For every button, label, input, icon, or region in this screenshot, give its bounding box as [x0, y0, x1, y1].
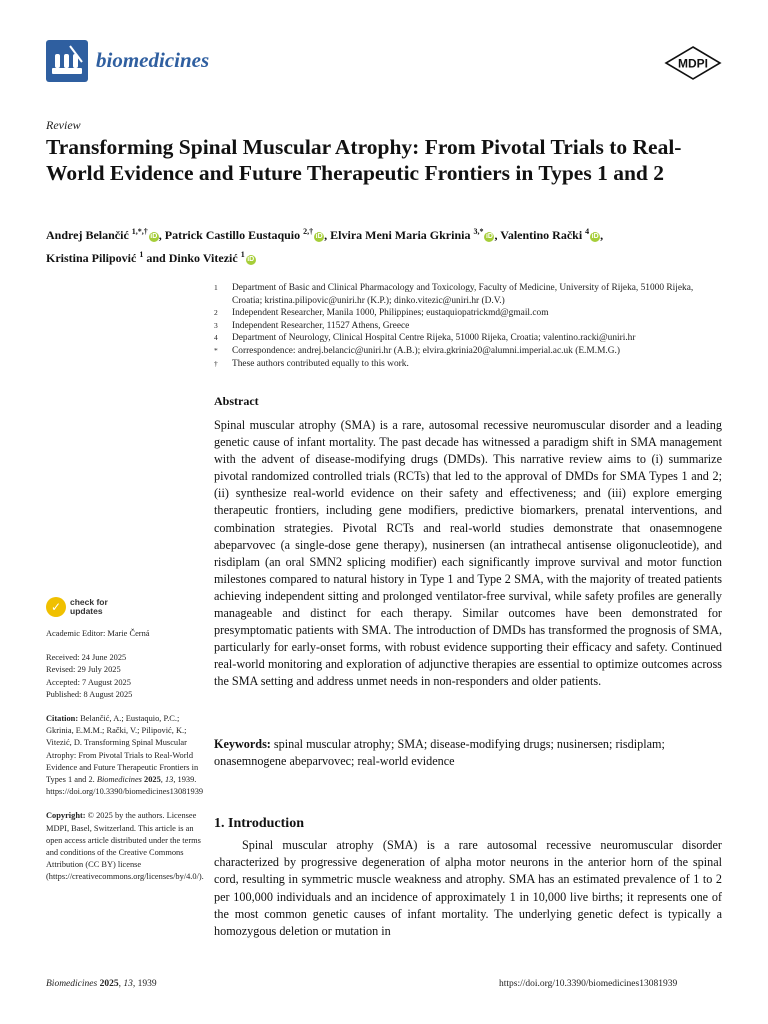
date-revised: Revised: 29 July 2025 — [46, 665, 121, 675]
journal-logo-icon — [46, 40, 88, 82]
introduction-text: Spinal muscular atrophy (SMA) is a rare autosomal recessive neuromuscular disorder characterized by progressive degeneration of alpha motor neurons in the anterior horn of the spinal cord, resulting in symmetric muscle weakness and atrophy. SMA has an estimated prevalence of 1 to 2 per 100,000 individuals and an incidence of approximately 1 in 10,000 live births; it represents one of the most common genetic causes of infant mortality. The underlying genetic defect is typically a homozygous deletion or mutation in — [214, 838, 722, 939]
orcid-icon[interactable]: iD — [315, 233, 323, 240]
check-icon: ✓ — [46, 597, 66, 617]
citation-volume: 13 — [164, 775, 174, 785]
citation-label: Citation: — [46, 714, 79, 724]
section-heading-introduction: 1. Introduction — [214, 816, 304, 831]
orcid-icon[interactable]: iD — [150, 233, 158, 240]
academic-editor: Academic Editor: Marie Černá — [46, 629, 150, 638]
author-list: Andrej Belančić $^{1,*,\dagger}$iD , Patrick Castillo Eustaquio $^{2,\dagger}$iD , Elvira Meni Maria Gkrinia $^{3,*}$iD , Valentino Rački $^4$iD , Kristina Pilipović $^1$ and Dinko Vitezić $^1$iD — [46, 227, 604, 265]
mdpi-logo[interactable] — [664, 46, 722, 80]
orcid-icon[interactable]: iD — [591, 233, 599, 240]
affiliation-item: 1 Department of Basic and Clinical Pharmacology and Toxicology, Faculty of Medicine, University of Rijeka, 51000 Rijeka, Croatia; kristina.pilipovic@uniri.hr (K.P.); dinko.vitezic@uniri.hr (D.V.) — [214, 283, 694, 306]
footer-doi-link[interactable]: https://doi.org/10.3390/biomedicines13081939 — [499, 979, 678, 989]
publisher-name: MDPI — [678, 56, 708, 71]
article-title: Transforming Spinal Muscular Atrophy: From Pivotal Trials to Real-World Evidence and Future Therapeutic Frontiers in Types 1 and 2 — [46, 135, 682, 185]
article-sidebar — [46, 628, 204, 896]
author[interactable]: Elvira Meni Maria Gkrinia $^{3,*}$iD — [330, 227, 493, 242]
author[interactable]: Dinko Vitezić $^1$iD — [168, 250, 255, 265]
author[interactable]: Kristina Pilipović $^1$ — [46, 250, 144, 265]
orcid-icon[interactable]: iD — [247, 256, 255, 263]
affiliations — [214, 282, 724, 370]
date-received: Received: 24 June 2025 — [46, 653, 127, 663]
citation-doi[interactable]: , 1939. https://doi.org/10.3390/biomedicines13081939 — [46, 775, 204, 797]
citation-year: 2025 — [144, 775, 161, 785]
check-for-updates-button[interactable] — [46, 597, 166, 621]
check-updates-line1: check for — [70, 597, 108, 607]
footer-citation: Biomedicines 2025, 13, 1939 — [46, 979, 157, 989]
keywords — [214, 736, 722, 770]
journal-name[interactable]: biomedicines — [96, 48, 210, 72]
affiliation-item: 4 Department of Neurology, Clinical Hospital Centre Rijeka, 51000 Rijeka, Croatia; valentino.racki@uniri.hr — [214, 333, 636, 344]
citation-text: Belančić, A.; Eustaquio, P.C.; Gkrinia, E.M.M.; Rački, V.; Pilipović, K.; Vitezić, D. Transforming Spinal Muscular Atrophy: From Pivotal Trials to Real-World Evidence and Future Therapeutic Frontiers in Types 1 and 2. — [46, 714, 199, 785]
affiliation-item: 2 Independent Researcher, Manila 1000, Philippines; eustaquiopatrickmd@gmail.com — [214, 308, 549, 319]
citation-journal: Biomedicines — [96, 775, 142, 785]
affiliation-item: 3 Independent Researcher, 11527 Athens, Greece — [214, 320, 410, 331]
date-published: Published: 8 August 2025 — [46, 689, 133, 699]
citation-block: Citation: Belančić, A.; Eustaquio, P.C.; Gkrinia, E.M.M.; Rački, V.; Pilipović, K.; Vitezić, D. Transforming Spinal Muscular Atrophy: From Pivotal Trials to Real-World Evidence and Future Therapeutic Frontiers in Types 1 and 2. Biomedicines 2025, 13, 1939. https://doi.org/10.3390/biomedicines13081939 — [46, 714, 204, 797]
check-updates-line2: updates — [70, 606, 103, 616]
copyright-block — [46, 810, 204, 883]
author[interactable]: Patrick Castillo Eustaquio $^{2,\dagger}$iD — [164, 227, 323, 242]
keywords-label: Keywords: — [214, 737, 271, 751]
date-accepted: Accepted: 7 August 2025 — [46, 677, 131, 687]
keywords-text: spinal muscular atrophy; SMA; disease-modifying drugs; nusinersen; risdiplam; onasemnogene abeparvovec; real-world evidence — [214, 737, 665, 768]
copyright-label: Copyright: — [46, 811, 86, 821]
equal-contribution-note: † These authors contributed equally to this work. — [214, 358, 409, 369]
abstract-heading: Abstract — [214, 394, 259, 408]
copyright-text: © 2025 by the authors. Licensee MDPI, Basel, Switzerland. This article is an open access article distributed under the terms and conditions of the Creative Commons Attribution (CC BY) license (https://creativecommons.org/licenses/by/4.0/). — [46, 811, 204, 882]
abstract-text: Spinal muscular atrophy (SMA) is a rare, autosomal recessive neuromuscular disorder and a leading genetic cause of infant mortality. The past decade has witnessed a paradigm shift in SMA management with the advent of disease-modifying drugs (DMDs). This narrative review aims to (i) summarize pivotal randomized controlled trials (RCTs) that led to the approval of DMDs for SMA Types 1 and 2; (ii) synthesize real-world evidence on their safety and effectiveness; and (iii) explore emerging therapeutic frontiers, including gene modifiers, predictive biomarkers, prenatal interventions, and combination strategies. Pivotal RCTs and real-world studies demonstrate that onasemnogene abeparvovec (a single-dose gene therapy), nusinersen (an intrathecal antisense oligonucleotide), and risdiplam (an oral SMN2 splicing modifier) each significantly improve survival and motor function milestones compared to natural history in Type 1 and Type 2 SMA, with the majority of treated patients achieving independent sitting and prolonged ventilator-free survival, while safety profiles are generally manageable and distinct for each therapy. Similar outcomes have been demonstrated for presymptomatic patients with SMA. The introduction of DMDs has transformed the prognosis of SMA, particularly for early-onset forms, with robust evidence supporting their efficacy and safety. Continued real-world monitoring and exploration of adjunctive therapies are essential to optimize outcomes across the SMA setting and address unmet needs in non-responders and older patients. — [214, 418, 722, 689]
author[interactable]: Andrej Belančić $^{1,*,\dagger}$iD — [46, 227, 158, 242]
orcid-icon[interactable]: iD — [485, 233, 493, 240]
correspondence: * Correspondence: andrej.belancic@uniri.hr (A.B.); elvira.gkrinia20@alumni.imperial.ac.uk (E.M.M.G.) — [214, 345, 620, 356]
author[interactable]: Valentino Rački $^4$iD — [500, 227, 599, 242]
article-type: Review — [46, 118, 81, 132]
article-dates — [46, 652, 204, 701]
